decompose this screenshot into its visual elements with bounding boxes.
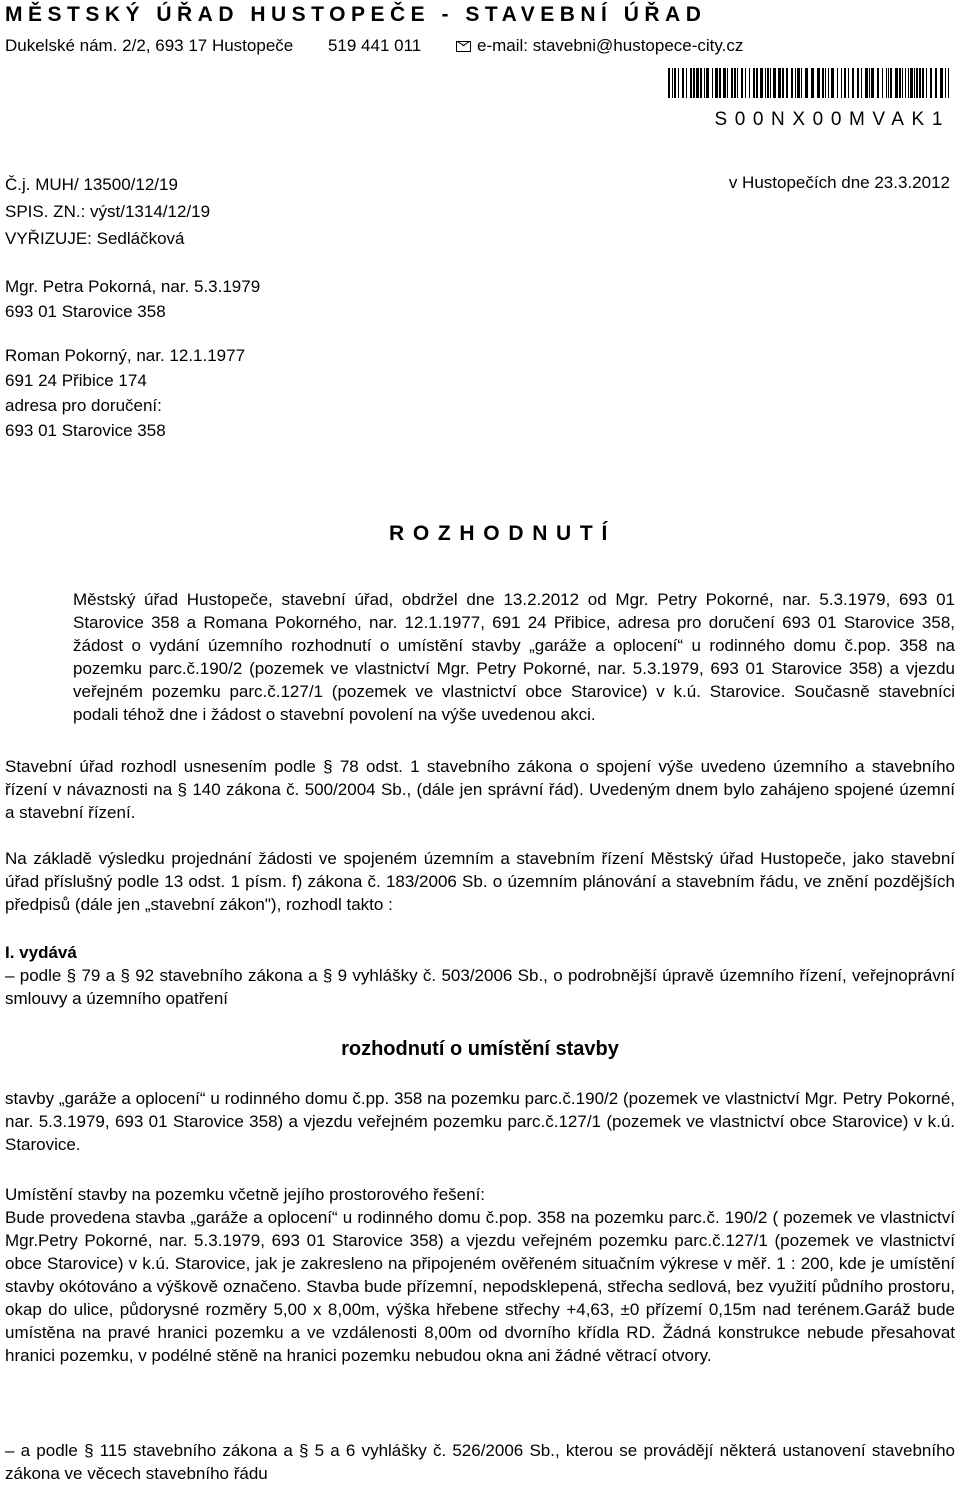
reference-block — [5, 171, 210, 252]
office-address: Dukelské nám. 2/2, 693 17 Hustopeče — [5, 36, 294, 55]
placement-heading: Umístění stavby na pozemku včetně jejího prostorového řešení: — [5, 1185, 486, 1204]
file-mark: SPIS. ZN.: výst/1314/12/19 — [5, 202, 211, 221]
document-title: ROZHODNUTÍ — [389, 522, 616, 545]
contact-line — [5, 34, 743, 57]
recipient-line: Mgr. Petra Pokorná, nar. 5.3.1979 — [5, 277, 261, 296]
recipient-line: 691 24 Přibice 174 — [5, 371, 147, 390]
legal-basis-paragraph: – podle § 79 a § 92 stavebního zákona a § 9 vyhlášky č. 503/2006 Sb., o podrobnější úpravě územního řízení, veřejnoprávní smlouvy a územního opatření — [5, 966, 955, 1008]
recipient-2 — [5, 343, 245, 443]
handled-by: VYŘIZUJE: Sedláčková — [5, 229, 185, 248]
building-permit-basis: – a podle § 115 stavebního zákona a § 5 a 6 vyhlášky č. 526/2006 Sb., kterou se provádějí některá ustanovení stavebního zákona ve věcech stavebního řádu — [5, 1441, 955, 1483]
procedure-paragraph: Stavební úřad rozhodl usnesením podle § 78 odst. 1 stavebního zákona o spojení výše uvedeno územního a stavebního řízení v návaznosti na § 140 zákona č. 500/2004 Sb., (dále jen správní řád). Uvedeným dnem bylo zahájeno spojené územní a stavební řízení. — [5, 757, 955, 822]
email-text: e-mail: stavebni@hustopece-city.cz — [476, 36, 744, 55]
office-email — [456, 36, 743, 55]
section-i-heading: I. vydává — [5, 943, 77, 962]
recipient-line: adresa pro doručení: — [5, 396, 162, 415]
placement-paragraph: Bude provedena stavba „garáže a oplocení“ u rodinného domu č.pop. 358 na pozemku parc.č. 190/2 ( pozemek ve vlastnictví Mgr.Petry Pokorné, nar. 5.3.1979, 693 01 Starovice 358) a vjezdu veřejném pozemku parc.č.127/1 (pozemek ve vlastnictví obce Starovice) v k.ú. Starovice, jak je zakresleno na připojeném ověřeném situačním výkrese v měř. 1 : 200, kde je umístění stavby okótováno a výškově označeno. Stavba bude přízemní, nepodsklepená, střecha sedlová, bez využití půdního prostoru, okap do ulice, půdorysné rozměry 5,00 x 8,00m, výška hřebene střechy +4,63, ±0 přízemí 0,15m nad terénem.Garáž bude umístěna na pravé hranici pozemku a ve vzdálenosti 8,00m od dvorního křídla RD. Žádná konstrukce nebude přesahovat hranici pozemku, v podélné stěně na hranici pozemku nebudou okna ani žádné větrací otvory. — [5, 1208, 955, 1365]
barcode — [668, 68, 952, 98]
building-description: stavby „garáže a oplocení“ u rodinného domu č.pp. 358 na pozemku parc.č.190/2 (pozemek ve vlastnictví Mgr. Petry Pokorné, nar. 5.3.1979, 693 01 Starovice 358) a vjezdu veřejném pozemku parc.č.127/1 (pozemek ve vlastnictví obce Starovice) v k.ú. Starovice. — [5, 1089, 955, 1154]
barcode-stripe — [949, 68, 952, 98]
envelope-icon — [456, 41, 471, 52]
barcode-text: S00NX00MVAK1 — [714, 109, 950, 130]
recipient-line: 693 01 Starovice 358 — [5, 302, 166, 321]
office-name: MĚSTSKÝ ÚŘAD HUSTOPEČE - STAVEBNÍ ÚŘAD — [5, 3, 707, 26]
recipient-1 — [5, 274, 260, 324]
document-date: v Hustopečích dne 23.3.2012 — [728, 173, 950, 192]
recipient-line: 693 01 Starovice 358 — [5, 421, 166, 440]
reference-number: Č.j. MUH/ 13500/12/19 — [5, 175, 178, 194]
decision-basis-paragraph: Na základě výsledku projednání žádosti ve spojeném územním a stavebním řízení Městský úřad Hustopeče, jako stavební úřad příslušný podle 13 odst. 1 písm. f) zákona č. 183/2006 Sb. o územním plánování a stavebním řádu, ve znění pozdějších předpisů (dále jen „stavební zákon"), rozhodl takto : — [5, 849, 955, 914]
decision-title: rozhodnutí o umístění stavby — [341, 1038, 619, 1060]
intro-paragraph: Městský úřad Hustopeče, stavební úřad, obdržel dne 13.2.2012 od Mgr. Petry Pokorné, nar. 5.3.1979, 693 01 Starovice 358 a Romana Pokorného, nar. 12.1.1977, 691 24 Přibice, adresa pro doručení 693 01 Starovice 358, žádost o vydání územního rozhodnutí o umístění stavby „garáže a oplocení“ u rodinného domu č.pop. 358 na pozemku parc.č.190/2 (pozemek ve vlastnictví Mgr. Petry Pokorné, nar. 5.3.1979, 693 01 Starovice 358) a vjezdu veřejném pozemku parc.č.127/1 (pozemek ve vlastnictví obce Starovice) v k.ú. Starovice. Současně stavebníci podali téhož dne i žádost o stavební povolení na výše uvedenou akci. — [73, 590, 955, 724]
recipient-line: Roman Pokorný, nar. 12.1.1977 — [5, 346, 246, 365]
office-phone: 519 441 011 — [327, 36, 422, 55]
